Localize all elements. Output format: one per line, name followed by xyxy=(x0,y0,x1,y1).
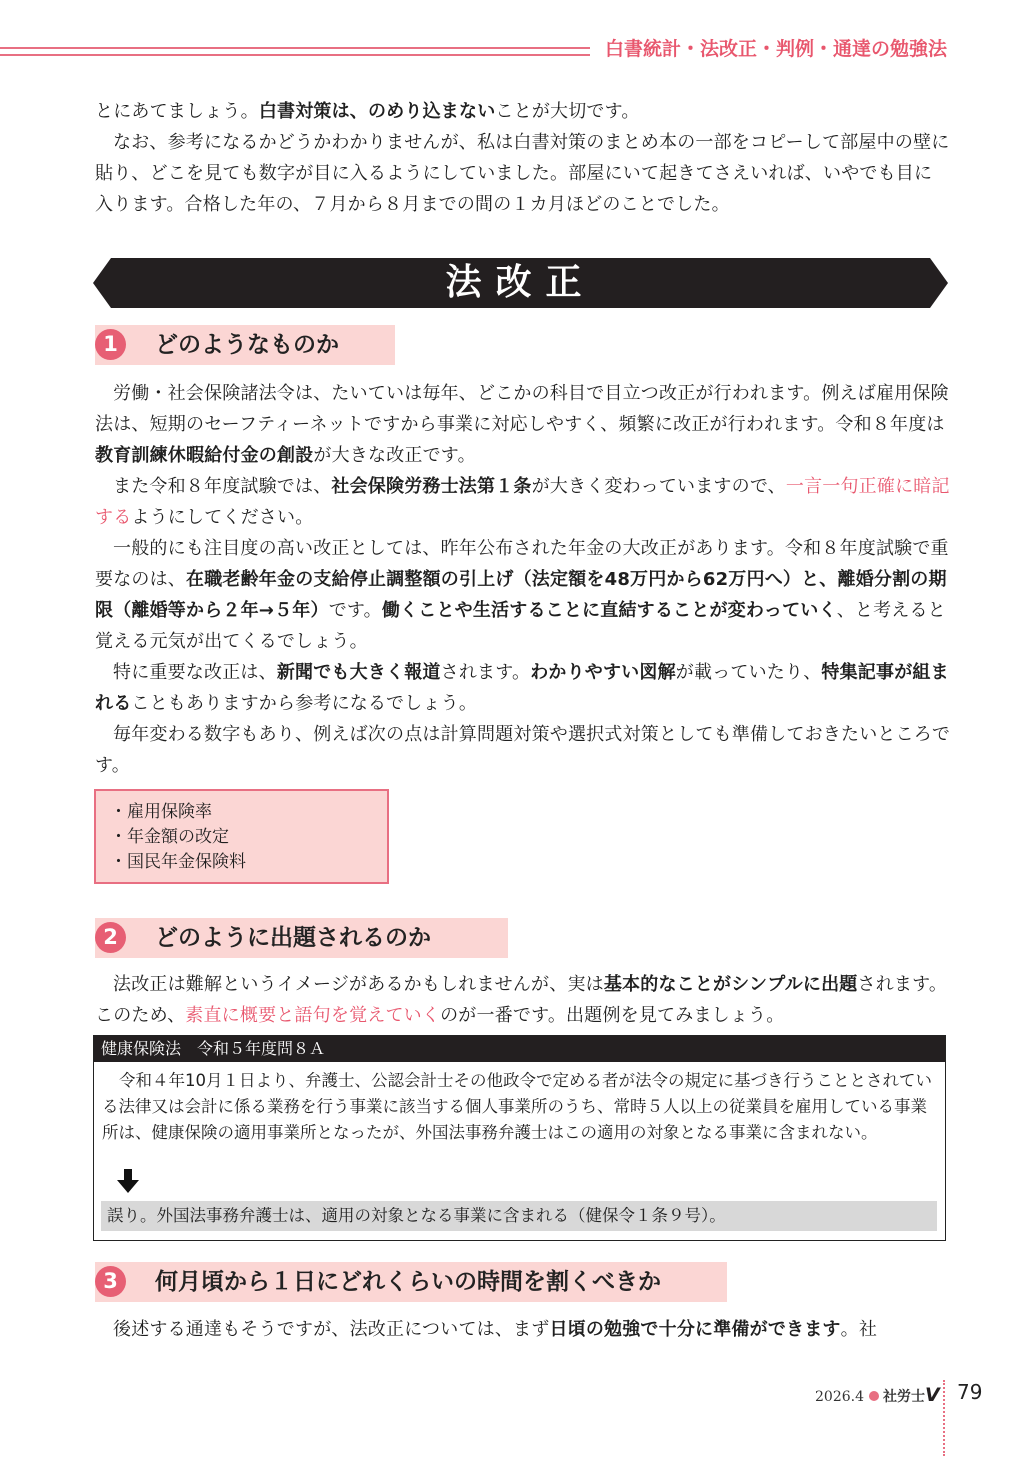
text: ようにしてください。 xyxy=(131,507,314,528)
bold-text: 在職老齢年金の支給停止調整額の引上げ（法定額を48万円から62万円へ）と、離婚分割の期限（離婚等から２年→５年） xyxy=(95,569,947,621)
section-number-badge: 3 xyxy=(95,1266,126,1297)
banner-title: 法改正 xyxy=(445,262,596,303)
text: が大きく変わっていますので、 xyxy=(531,476,786,497)
exam-question-text: 令和４年10月１日より、弁護士、公認会計士その他政令で定める者が法令の規定に基づき行うこととされている法律又は会計に係る業務を行う事業に該当する個人事業所のうち、常時５人以上の従業員を雇用している事業所は、健康保険の適用事業所となったが、外国法事務弁護士はこの適用の対象となる事業に含まれない。 xyxy=(102,1071,932,1142)
header-rule xyxy=(0,47,590,56)
section-title: 何月頃から１日にどれくらいの時間を割くべきか xyxy=(155,1269,661,1295)
text: されます。このため、 xyxy=(95,974,948,1026)
section-number-badge: 1 xyxy=(95,329,126,360)
text: です。 xyxy=(328,600,382,621)
section1-paragraph-5: 毎年変わる数字もあり、例えば次の点は計算問題対策や選択式対策としても準備しておきたいところです。 xyxy=(95,724,951,776)
page-number: 79 xyxy=(957,1380,983,1404)
issue-date: 2026.4 xyxy=(815,1389,864,1405)
section-heading-2 xyxy=(95,918,508,958)
text: 。社 xyxy=(840,1319,878,1340)
section-banner xyxy=(93,258,948,308)
text: されます。 xyxy=(440,662,531,683)
section1-paragraph-3 xyxy=(95,533,950,657)
section2-paragraph-1 xyxy=(95,969,950,1031)
intro-paragraph-2: なお、参考になるかどうかわかりませんが、私は白書対策のまとめ本の一部をコピーして部屋中の壁に貼り、どこを見ても数字が目に入るようにしていました。部屋にいて起きてさえいれば、いやでも目に入ります。合格した年の、７月から８月までの間の１カ月ほどのことでした。 xyxy=(95,132,950,215)
section1-paragraph-1 xyxy=(95,378,950,471)
exam-example-header: 健康保険法 令和５年度問８Ａ xyxy=(94,1036,945,1062)
bold-text: 新聞でも大きく報道 xyxy=(276,662,441,683)
list-item: ・雇用保険率 xyxy=(110,802,212,822)
bold-text: 白書対策は、のめり込まない xyxy=(258,101,496,122)
bold-text: 働くことや生活することに直結することが変わっていく xyxy=(381,600,837,621)
magazine-mark: V xyxy=(925,1384,940,1406)
text: のが一番です。出題例を見てみましょう。 xyxy=(440,1005,785,1026)
text: こともありますから参考になるでしょう。 xyxy=(131,693,478,714)
bold-text: わかりやすい図解 xyxy=(530,662,676,683)
text: 後述する通達もそうですが、法改正については、まず xyxy=(113,1319,550,1340)
section-number-badge: 2 xyxy=(95,922,126,953)
running-header xyxy=(0,38,955,60)
section1-paragraph-4 xyxy=(95,657,950,719)
section-title: どのようなものか xyxy=(155,332,339,358)
bold-text: 特集記事が組まれる xyxy=(95,662,949,714)
text: 、と考えると覚える元気が出てくるでしょう。 xyxy=(95,600,946,652)
exam-example-box xyxy=(93,1035,946,1241)
text: 法改正は難解というイメージがあるかもしれませんが、実は xyxy=(113,974,604,995)
highlight-text: 一言一句正確に暗記する xyxy=(95,476,950,528)
down-arrow-icon xyxy=(117,1169,139,1193)
footer xyxy=(815,1384,940,1406)
text: とにあてましょう。 xyxy=(95,101,259,122)
text: 特に重要な改正は、 xyxy=(113,662,277,683)
list-item: ・国民年金保険料 xyxy=(110,852,246,872)
text: 一般的にも注目度の高い改正としては、昨年公布された年金の大改正があります。令和８年度試験で重要なのは、 xyxy=(95,538,949,590)
section-title: どのように出題されるのか xyxy=(155,925,431,951)
text: 労働・社会保険諸法令は、たいていは毎年、どこかの科目で目立つ改正が行われます。例えば雇用保険法は、短期のセーフティーネットですから事業に対応しやすく、頻繁に改正が行われます。令和８年度は xyxy=(95,383,949,435)
text: が載っていたり、 xyxy=(675,662,822,683)
bold-text: 基本的なことがシンプルに出題 xyxy=(603,974,858,995)
checklist-box xyxy=(94,789,389,884)
magazine-name: 社労士 xyxy=(883,1389,925,1405)
header-title: 白書統計・法改正・判例・通達の勉強法 xyxy=(604,38,947,60)
text: が大きな改正です。 xyxy=(313,445,476,466)
bold-text: 教育訓練休暇給付金の創設 xyxy=(95,445,314,466)
section1-paragraph-2 xyxy=(95,471,950,533)
text: また令和８年度試験では、 xyxy=(113,476,332,497)
list-item: ・年金額の改定 xyxy=(110,827,229,847)
highlight-text: 素直に概要と語句を覚えていく xyxy=(185,1005,441,1026)
section-heading-3 xyxy=(95,1262,727,1302)
bold-text: 社会保険労務士法第１条 xyxy=(331,476,532,497)
bold-text: 日頃の勉強で十分に準備ができます xyxy=(549,1319,841,1340)
exam-answer: 誤り。外国法事務弁護士は、適用の対象となる事業に含まれる（健保令１条９号）。 xyxy=(101,1201,937,1231)
intro-paragraph-1 xyxy=(95,96,950,127)
section-heading-1 xyxy=(95,325,395,365)
section3-paragraph-1 xyxy=(95,1314,950,1345)
footer-divider xyxy=(943,1380,945,1456)
text: ことが大切です。 xyxy=(495,101,640,122)
bullet-dot-icon xyxy=(869,1391,879,1401)
